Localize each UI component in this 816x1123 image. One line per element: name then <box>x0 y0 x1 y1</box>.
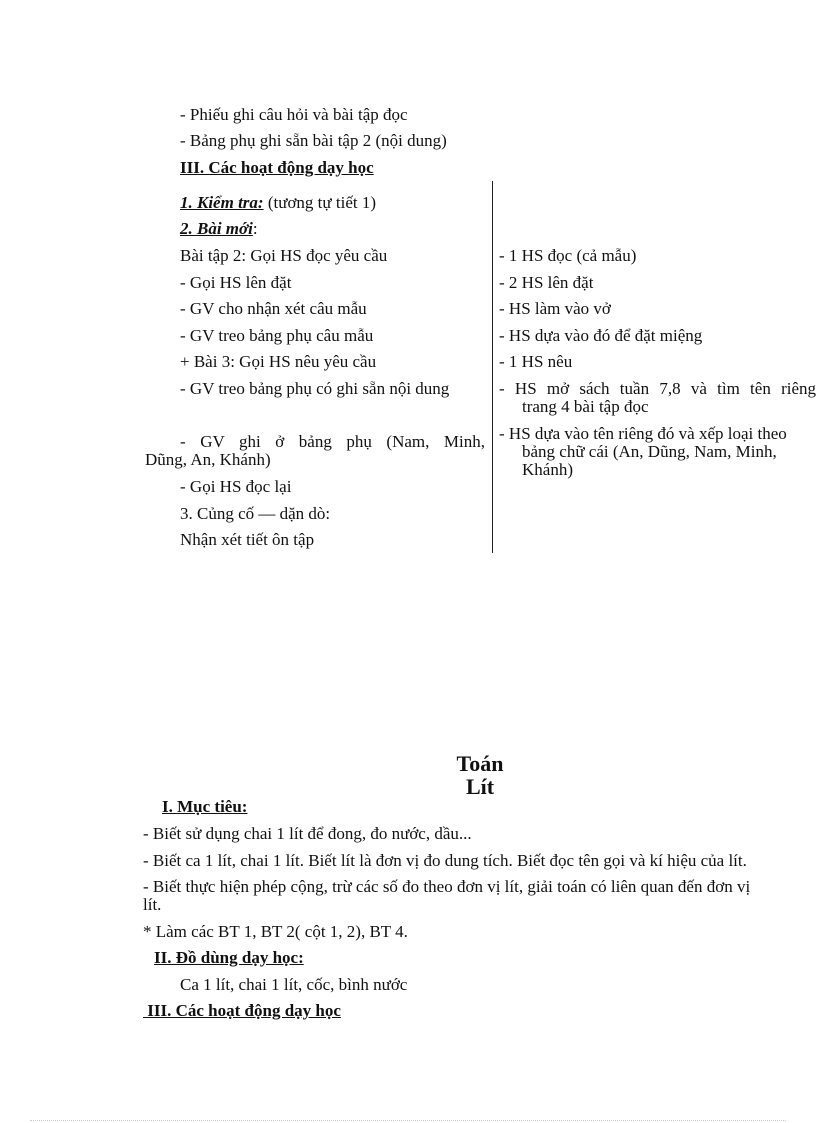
sort-line-2: bảng chữ cái (An, Dũng, Nam, Minh, <box>522 443 777 461</box>
reread-line: - Gọi HS đọc lại <box>180 477 292 496</box>
subject-title: Toán <box>456 751 504 776</box>
teacher-line: - Gọi HS lên đặt <box>180 273 292 292</box>
teacher-line: + Bài 3: Gọi HS nêu yêu cầu <box>180 352 377 371</box>
sort-line-3: Khánh) <box>522 460 573 479</box>
sort-line-1: - HS dựa vào tên riêng đó và xếp loại theo <box>499 425 787 443</box>
goal-line: - Biết sử dụng chai 1 lít để đong, đo nước, dầu... <box>143 824 472 843</box>
teacher-line: - GV cho nhận xét câu mẫu <box>180 299 367 318</box>
activities-heading-top: III. Các hoạt động dạy học <box>180 158 374 177</box>
student-sort <box>499 425 816 479</box>
lesson-title: Lít <box>465 774 495 799</box>
new-lesson-colon: : <box>252 219 258 238</box>
student-open-book <box>499 380 816 416</box>
check-text: (tương tự tiết 1) <box>263 193 376 212</box>
goals-heading: I. Mục tiêu: <box>162 797 248 816</box>
gv-note <box>145 433 485 469</box>
teacher-line: - GV treo bảng phụ có ghi sẵn nội dung <box>180 379 450 398</box>
open-book-line-2: trang 4 bài tập đọc <box>522 397 649 416</box>
open-book-line-1: - HS mở sách tuần 7,8 và tìm tên riêng <box>499 380 816 398</box>
check-line <box>180 193 376 213</box>
teacher-line: - GV treo bảng phụ câu mẫu <box>180 326 374 345</box>
new-lesson-label: 2. Bài mới <box>180 219 253 238</box>
new-lesson-line <box>180 219 258 239</box>
goal-line: - Biết ca 1 lít, chai 1 lít. Biết lít là đơn vị đo dung tích. Biết đọc tên gọi và kí hiệu của lít. <box>143 851 747 870</box>
materials-line-2: - Bảng phụ ghi sẵn bài tập 2 (nội dung) <box>180 131 447 150</box>
review-line: Nhận xét tiết ôn tập <box>180 530 315 549</box>
page-divider <box>30 1120 786 1121</box>
materials-line-1: - Phiếu ghi câu hỏi và bài tập đọc <box>180 105 408 124</box>
goal-line: - Biết thực hiện phép cộng, trừ các số đo theo đơn vị lít, giải toán có liên quan đến đơn vị <box>143 877 751 896</box>
student-line: - 1 HS đọc (cả mẫu) <box>499 246 637 265</box>
activities-heading-math: III. Các hoạt động dạy học <box>143 1001 341 1020</box>
student-line: - 2 HS lên đặt <box>499 273 594 292</box>
consolidate-line: 3. Củng cố — dặn dò: <box>180 504 331 523</box>
gv-note-line-2: Dũng, An, Khánh) <box>145 450 271 469</box>
check-label: 1. Kiểm tra: <box>180 193 264 212</box>
student-line: - 1 HS nêu <box>499 352 573 371</box>
goal-line: * Làm các BT 1, BT 2( cột 1, 2), BT 4. <box>143 922 408 941</box>
student-line: - HS làm vào vở <box>499 299 611 318</box>
gv-note-line-1: - GV ghi ở bảng phụ (Nam, Minh, <box>180 432 485 451</box>
teacher-line: Bài tập 2: Gọi HS đọc yêu cầu <box>180 246 388 265</box>
goal-line: lít. <box>143 895 162 914</box>
student-line: - HS dựa vào đó để đặt miệng <box>499 326 703 345</box>
column-divider <box>492 181 493 553</box>
materials-heading: II. Đồ dùng dạy học: <box>154 948 304 967</box>
materials-line: Ca 1 lít, chai 1 lít, cốc, bình nước <box>180 975 408 994</box>
